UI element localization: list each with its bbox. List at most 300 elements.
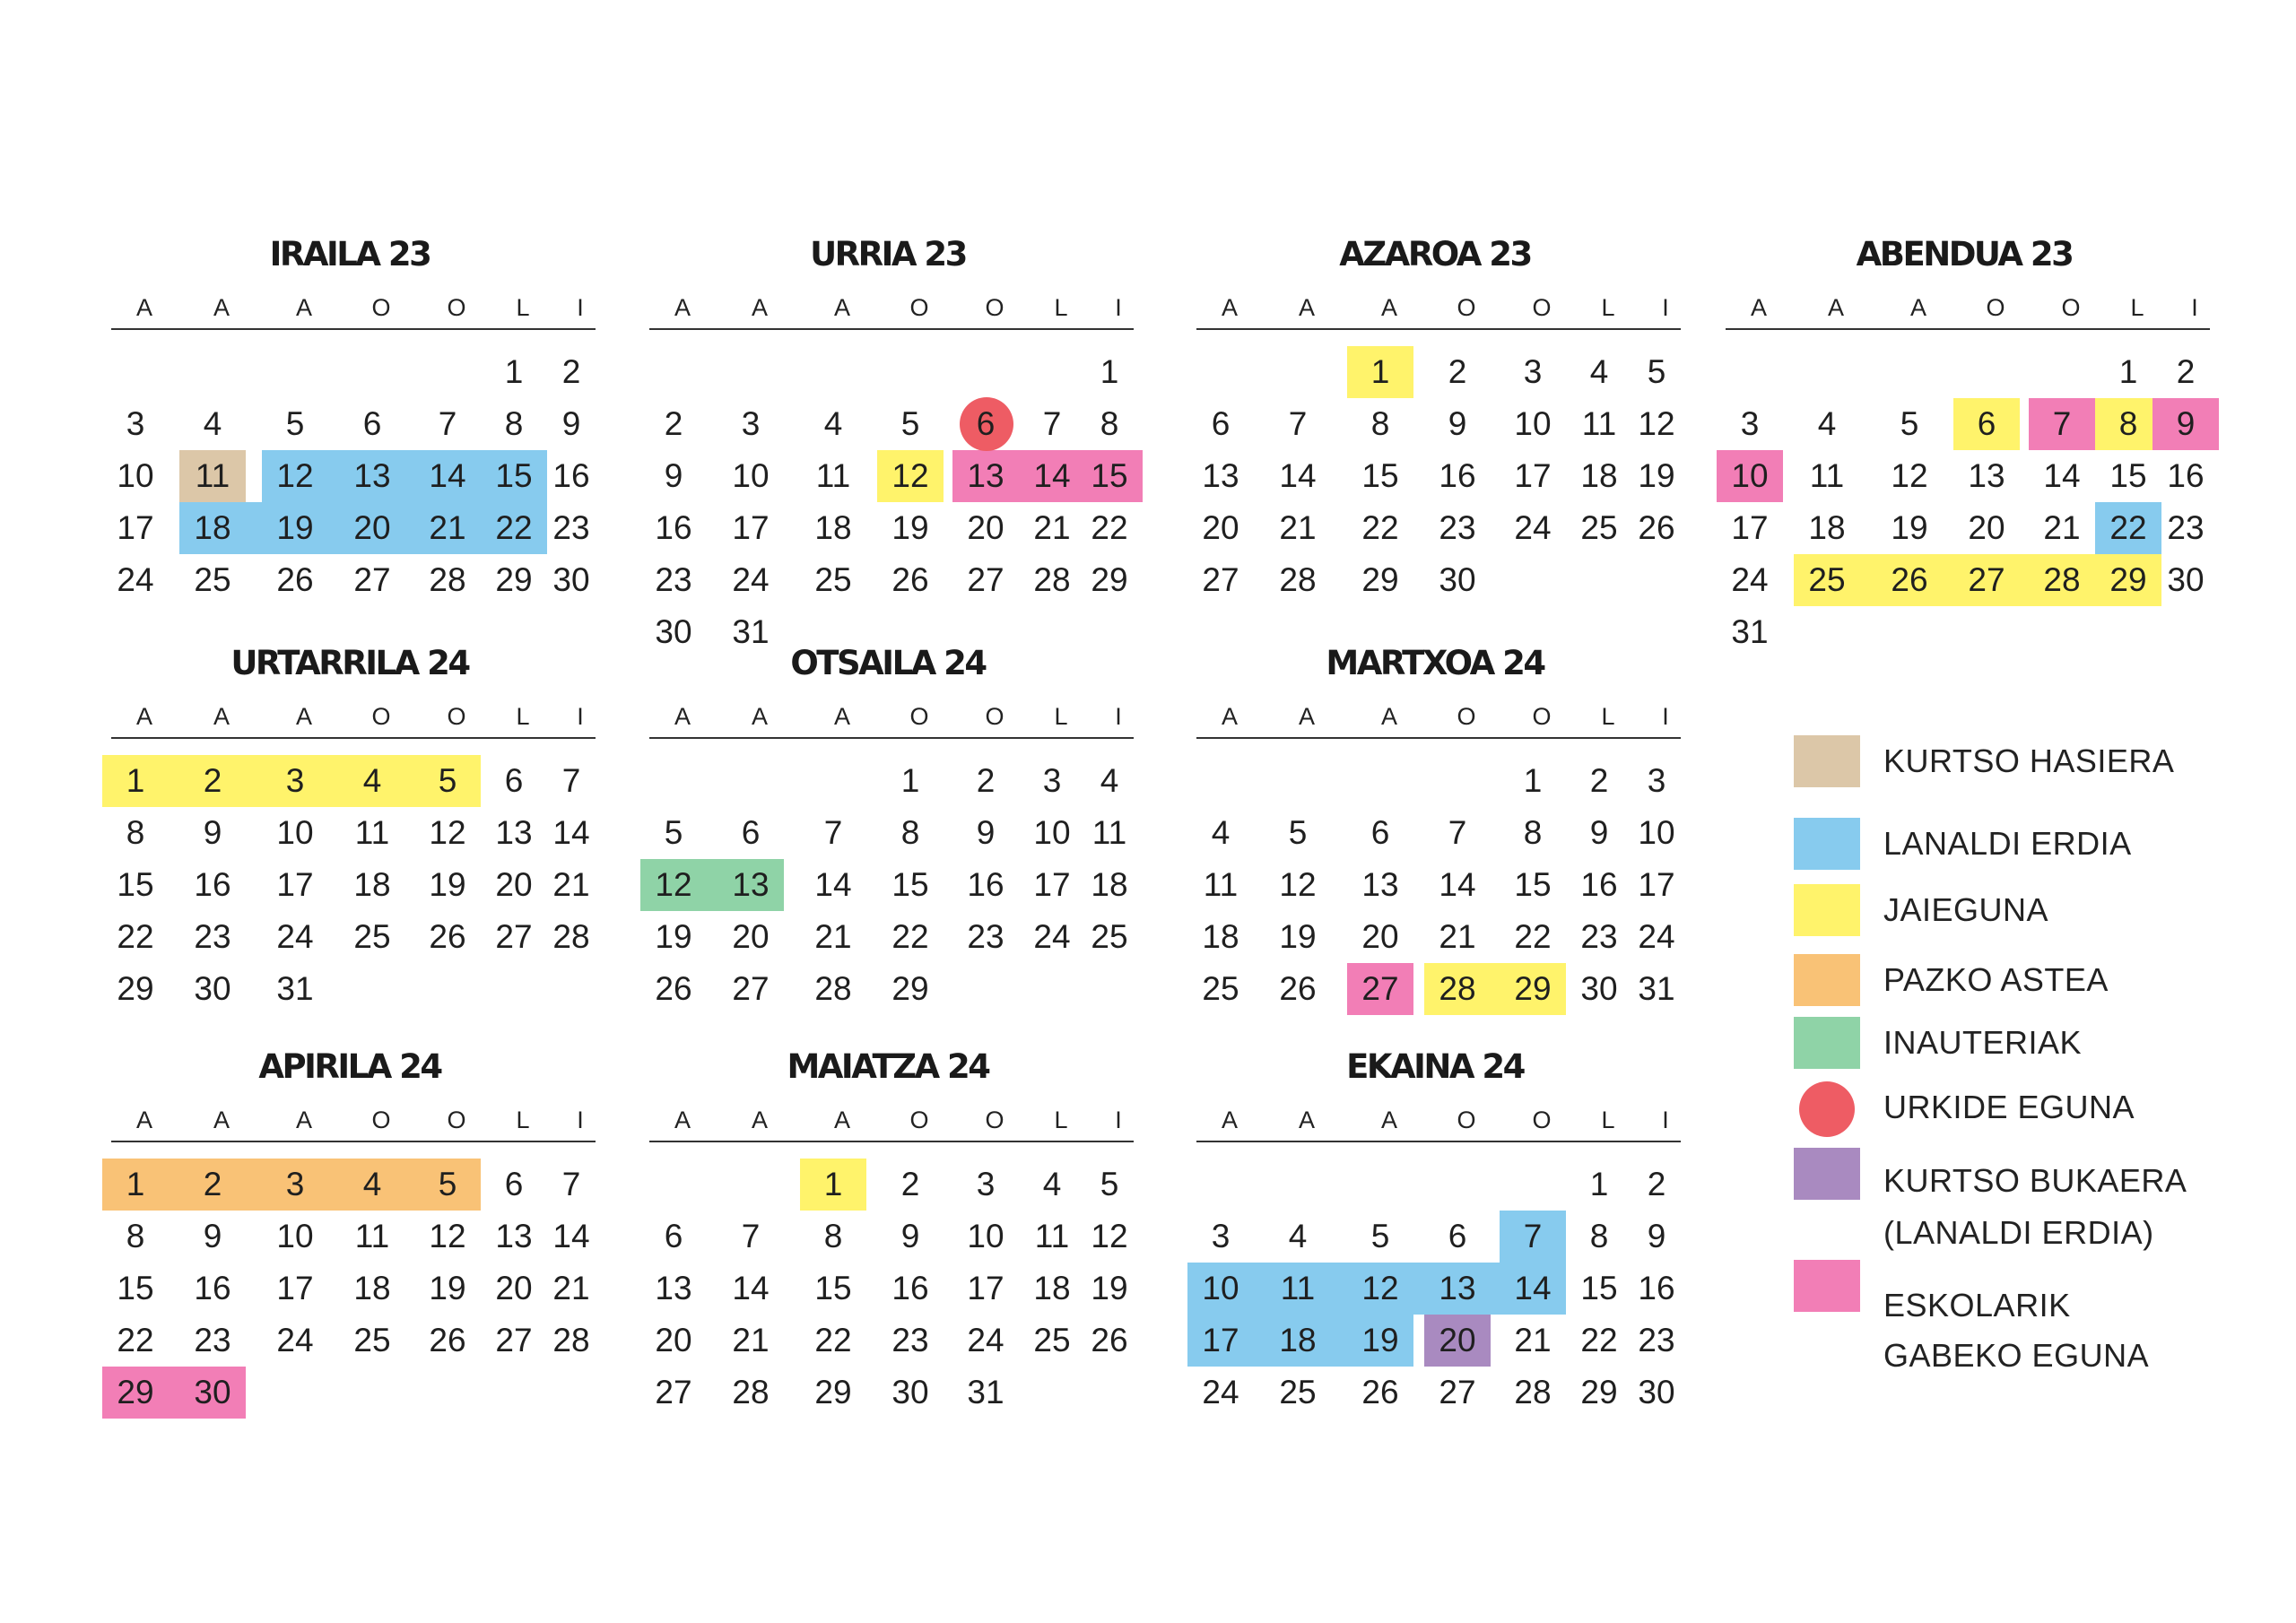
day-cell: 27 <box>1968 561 2005 598</box>
legend-label: JAIEGUNA <box>1883 891 2049 928</box>
weekday-label: O <box>447 294 466 321</box>
day-cell: 23 <box>1638 1322 1675 1358</box>
month-title: IRAILA 23 <box>269 235 430 273</box>
day-cell: 11 <box>195 457 230 494</box>
day-cell: 9 <box>1448 405 1467 442</box>
month-calendar <box>99 235 601 629</box>
legend-label: LANALDI ERDIA <box>1883 825 2132 862</box>
day-cell: 23 <box>194 1322 231 1358</box>
day-cell: 5 <box>1100 1166 1119 1202</box>
day-cell: 9 <box>203 814 222 851</box>
legend-label: KURTSO HASIERA <box>1883 742 2175 779</box>
weekday-label: A <box>295 703 312 730</box>
day-cell: 6 <box>664 1218 683 1254</box>
legend-swatch <box>1794 1260 1860 1312</box>
month-calendar <box>1184 1047 1686 1442</box>
weekday-label: L <box>516 1107 530 1133</box>
day-cell: 26 <box>1361 1374 1399 1410</box>
day-cell: 24 <box>1731 561 1769 598</box>
weekday-label: A <box>213 703 230 730</box>
day-cell: 15 <box>814 1270 852 1306</box>
month-calendar <box>637 1047 1139 1442</box>
month-calendar <box>637 644 1139 1038</box>
day-cell: 13 <box>967 457 1004 494</box>
day-cell: 3 <box>285 1166 305 1202</box>
day-cell: 7 <box>561 1166 581 1202</box>
month-calendar <box>1713 235 2215 650</box>
day-cell: 5 <box>285 405 305 442</box>
day-cell: 7 <box>823 814 843 851</box>
day-cell: 30 <box>1638 1374 1675 1410</box>
day-cell: 6 <box>741 814 761 851</box>
day-cell: 20 <box>353 509 391 546</box>
day-cell: 12 <box>429 814 466 851</box>
day-cell: 11 <box>815 457 851 494</box>
day-cell: 30 <box>552 561 590 598</box>
day-cell: 26 <box>429 918 466 955</box>
weekday-label: A <box>295 1107 312 1133</box>
day-cell: 18 <box>1033 1270 1071 1306</box>
day-cell: 26 <box>655 970 692 1007</box>
day-cell: 22 <box>2109 509 2147 546</box>
weekday-label: O <box>909 294 929 321</box>
weekday-divider <box>111 328 596 330</box>
day-cell: 17 <box>276 1270 314 1306</box>
day-cell: 23 <box>2167 509 2205 546</box>
day-cell: 29 <box>1580 1374 1618 1410</box>
legend-swatch <box>1794 1148 1860 1200</box>
weekday-label: A <box>213 1107 230 1133</box>
day-cell: 28 <box>1439 970 1476 1007</box>
weekday-header <box>1184 1107 1686 1135</box>
day-cell: 29 <box>2109 561 2147 598</box>
day-cell: 21 <box>1514 1322 1552 1358</box>
day-cell: 25 <box>1202 970 1239 1007</box>
day-cell: 11 <box>354 814 390 851</box>
legend-swatch <box>1794 884 1860 936</box>
day-cell: 10 <box>276 1218 314 1254</box>
day-cell: 8 <box>823 1218 843 1254</box>
day-cell: 19 <box>1091 1270 1128 1306</box>
day-cell: 14 <box>732 1270 770 1306</box>
day-cell: 1 <box>504 353 524 390</box>
day-cell: 24 <box>276 1322 314 1358</box>
weekday-label: O <box>371 1107 391 1133</box>
day-cell: 20 <box>1361 918 1399 955</box>
weekday-label: A <box>1298 703 1315 730</box>
day-cell: 2 <box>1647 1166 1666 1202</box>
weekday-label: A <box>1380 1107 1397 1133</box>
day-cell: 28 <box>1514 1374 1552 1410</box>
day-cell: 24 <box>1202 1374 1239 1410</box>
day-cell: 2 <box>900 1166 920 1202</box>
day-cell: 18 <box>1808 509 1846 546</box>
day-cell: 12 <box>655 866 692 903</box>
day-cell: 22 <box>1091 509 1128 546</box>
day-cell: 27 <box>1361 970 1399 1007</box>
day-cell: 26 <box>1279 970 1317 1007</box>
day-cell: 30 <box>891 1374 929 1410</box>
weekday-divider <box>1196 1141 1681 1142</box>
day-cell: 5 <box>1288 814 1308 851</box>
day-cell: 29 <box>117 970 154 1007</box>
weekday-label: L <box>1054 703 1068 730</box>
weekday-label: A <box>833 294 850 321</box>
day-cell: 29 <box>1091 561 1128 598</box>
day-cell: 14 <box>429 457 466 494</box>
weekday-header <box>99 1107 601 1135</box>
day-cell: 5 <box>664 814 683 851</box>
day-cell: 3 <box>741 405 761 442</box>
day-cell: 20 <box>495 866 533 903</box>
day-cell: 27 <box>495 1322 533 1358</box>
weekday-label: O <box>985 1107 1004 1133</box>
legend-swatch <box>1794 735 1860 787</box>
weekday-label: O <box>447 1107 466 1133</box>
weekday-label: O <box>985 703 1004 730</box>
month-title: ABENDUA 23 <box>1856 235 2073 273</box>
day-cell: 8 <box>1589 1218 1609 1254</box>
day-cell: 13 <box>353 457 391 494</box>
day-cell: 1 <box>1100 353 1119 390</box>
day-cell: 20 <box>732 918 770 955</box>
weekday-label: I <box>1662 294 1669 321</box>
day-cell: 24 <box>1638 918 1675 955</box>
day-cell: 2 <box>2176 353 2196 390</box>
day-cell: 18 <box>1202 918 1239 955</box>
day-cell: 20 <box>495 1270 533 1306</box>
day-cell: 2 <box>1448 353 1467 390</box>
day-cell: 3 <box>1042 762 1062 799</box>
day-cell: 21 <box>814 918 852 955</box>
legend-label: GABEKO EGUNA <box>1883 1337 2150 1374</box>
day-cell: 27 <box>353 561 391 598</box>
day-cell: 17 <box>276 866 314 903</box>
day-cell: 24 <box>1033 918 1071 955</box>
day-cell: 1 <box>126 762 145 799</box>
day-cell: 23 <box>655 561 692 598</box>
day-cell: 17 <box>1731 509 1769 546</box>
day-cell: 10 <box>1638 814 1675 851</box>
weekday-label: A <box>833 1107 850 1133</box>
day-cell: 6 <box>1977 405 1996 442</box>
day-cell: 5 <box>438 1166 457 1202</box>
day-cell: 14 <box>1514 1270 1552 1306</box>
day-cell: 15 <box>1580 1270 1618 1306</box>
day-cell: 8 <box>1523 814 1543 851</box>
weekday-label: A <box>295 294 312 321</box>
day-cell: 21 <box>1439 918 1476 955</box>
month-title: AZAROA 23 <box>1339 235 1531 273</box>
day-cell: 28 <box>732 1374 770 1410</box>
day-cell: 3 <box>976 1166 996 1202</box>
weekday-label: A <box>1221 1107 1238 1133</box>
month-title: EKAINA 24 <box>1346 1047 1524 1086</box>
day-cell: 25 <box>1808 561 1846 598</box>
weekday-label: O <box>2061 294 2081 321</box>
day-cell: 19 <box>276 509 314 546</box>
day-cell: 31 <box>732 613 770 650</box>
day-cell: 28 <box>429 561 466 598</box>
day-cell: 1 <box>2118 353 2138 390</box>
weekday-label: O <box>447 703 466 730</box>
weekday-label: L <box>1054 1107 1068 1133</box>
day-cell: 24 <box>276 918 314 955</box>
day-cell: 1 <box>1370 353 1390 390</box>
legend-label: ESKOLARIK <box>1883 1287 2071 1324</box>
day-cell: 29 <box>495 561 533 598</box>
day-cell: 4 <box>362 762 382 799</box>
day-cell: 18 <box>1279 1322 1317 1358</box>
day-cell: 24 <box>117 561 154 598</box>
weekday-label: A <box>674 294 691 321</box>
legend-swatch <box>1794 818 1860 870</box>
day-cell: 19 <box>1891 509 1928 546</box>
day-cell: 9 <box>900 1218 920 1254</box>
day-cell: 16 <box>194 1270 231 1306</box>
day-cell: 16 <box>891 1270 929 1306</box>
day-cell: 18 <box>1580 457 1618 494</box>
month-calendar <box>637 235 1139 650</box>
day-cell: 17 <box>1033 866 1071 903</box>
day-cell: 7 <box>741 1218 761 1254</box>
day-cell: 23 <box>194 918 231 955</box>
day-cell: 9 <box>1589 814 1609 851</box>
day-cell: 20 <box>967 509 1004 546</box>
day-cell: 9 <box>561 405 581 442</box>
month-title: URRIA 23 <box>810 235 966 273</box>
day-cell: 22 <box>117 1322 154 1358</box>
day-cell: 13 <box>732 866 770 903</box>
day-cell: 12 <box>1361 1270 1399 1306</box>
weekday-label: I <box>1115 1107 1122 1133</box>
day-cell: 27 <box>495 918 533 955</box>
day-cell: 6 <box>1448 1218 1467 1254</box>
day-cell: 24 <box>732 561 770 598</box>
day-cell: 7 <box>438 405 457 442</box>
month-title: OTSAILA 24 <box>790 644 986 682</box>
day-cell: 18 <box>353 1270 391 1306</box>
day-cell: 4 <box>203 405 222 442</box>
day-cell: 31 <box>967 1374 1004 1410</box>
day-cell: 16 <box>552 457 590 494</box>
day-cell: 4 <box>1589 353 1609 390</box>
day-cell: 6 <box>1370 814 1390 851</box>
day-cell: 14 <box>1279 457 1317 494</box>
weekday-header <box>99 703 601 732</box>
day-cell: 13 <box>495 1218 533 1254</box>
day-cell: 31 <box>276 970 314 1007</box>
day-cell: 14 <box>552 814 590 851</box>
day-cell: 28 <box>814 970 852 1007</box>
day-cell: 12 <box>276 457 314 494</box>
weekday-header <box>1713 294 2215 323</box>
weekday-label: A <box>213 294 230 321</box>
day-cell: 1 <box>1589 1166 1609 1202</box>
weekday-label: I <box>577 703 584 730</box>
day-cell: 3 <box>126 405 145 442</box>
day-cell: 15 <box>495 457 533 494</box>
day-cell: 2 <box>1589 762 1609 799</box>
day-cell: 23 <box>1580 918 1618 955</box>
weekday-label: O <box>371 703 391 730</box>
weekday-label: A <box>1380 703 1397 730</box>
day-cell: 2 <box>976 762 996 799</box>
legend <box>1794 735 2260 1399</box>
day-cell: 28 <box>1279 561 1317 598</box>
day-cell: 22 <box>1580 1322 1618 1358</box>
day-cell: 29 <box>1514 970 1552 1007</box>
day-cell: 20 <box>1439 1322 1476 1358</box>
day-cell: 15 <box>1091 457 1128 494</box>
day-cell: 27 <box>967 561 1004 598</box>
month-calendar <box>99 644 601 1038</box>
day-cell: 4 <box>1211 814 1231 851</box>
day-cell: 30 <box>194 1374 231 1410</box>
day-cell: 11 <box>1809 457 1845 494</box>
day-cell: 30 <box>2167 561 2205 598</box>
day-cell: 26 <box>1091 1322 1128 1358</box>
day-cell: 27 <box>732 970 770 1007</box>
weekday-label: O <box>1457 703 1476 730</box>
weekday-label: O <box>1986 294 2005 321</box>
day-cell: 31 <box>1731 613 1769 650</box>
day-cell: 25 <box>1580 509 1618 546</box>
day-cell: 30 <box>1580 970 1618 1007</box>
day-cell: 13 <box>655 1270 692 1306</box>
month-calendar <box>99 1047 601 1442</box>
day-cell: 12 <box>1638 405 1675 442</box>
weekday-label: O <box>909 1107 929 1133</box>
day-cell: 3 <box>1740 405 1760 442</box>
day-cell: 11 <box>1034 1218 1070 1254</box>
legend-swatch <box>1794 1017 1860 1069</box>
day-cell: 15 <box>1514 866 1552 903</box>
day-cell: 5 <box>1370 1218 1390 1254</box>
day-cell: 1 <box>1523 762 1543 799</box>
day-cell: 25 <box>814 561 852 598</box>
day-cell: 12 <box>1279 866 1317 903</box>
weekday-label: A <box>751 294 768 321</box>
day-cell: 21 <box>552 1270 590 1306</box>
day-cell: 10 <box>1731 457 1769 494</box>
day-cell: 8 <box>2118 405 2138 442</box>
day-cell: 6 <box>504 762 524 799</box>
day-cell: 17 <box>1202 1322 1239 1358</box>
day-cell: 15 <box>891 866 929 903</box>
day-cell: 3 <box>1523 353 1543 390</box>
weekday-label: O <box>371 294 391 321</box>
weekday-header <box>637 294 1139 323</box>
day-cell: 10 <box>1202 1270 1239 1306</box>
weekday-label: O <box>909 703 929 730</box>
weekday-label: A <box>135 703 152 730</box>
weekday-label: I <box>1115 703 1122 730</box>
day-cell: 30 <box>1439 561 1476 598</box>
day-cell: 9 <box>2176 405 2196 442</box>
day-cell: 23 <box>552 509 590 546</box>
weekday-label: A <box>674 1107 691 1133</box>
day-cell: 9 <box>1647 1218 1666 1254</box>
weekday-label: A <box>1909 294 1926 321</box>
weekday-label: O <box>1532 703 1552 730</box>
weekday-label: L <box>2130 294 2144 321</box>
day-cell: 22 <box>814 1322 852 1358</box>
day-cell: 16 <box>194 866 231 903</box>
day-cell: 25 <box>353 918 391 955</box>
weekday-label: L <box>1601 703 1615 730</box>
day-cell: 10 <box>967 1218 1004 1254</box>
legend-label: (LANALDI ERDIA) <box>1883 1214 2154 1251</box>
day-cell: 19 <box>891 509 929 546</box>
day-cell: 31 <box>1638 970 1675 1007</box>
day-cell: 15 <box>1361 457 1399 494</box>
day-cell: 14 <box>552 1218 590 1254</box>
day-cell: 19 <box>429 866 466 903</box>
day-cell: 25 <box>1033 1322 1071 1358</box>
day-cell: 10 <box>732 457 770 494</box>
weekday-header <box>1184 294 1686 323</box>
day-cell: 27 <box>1439 1374 1476 1410</box>
day-cell: 9 <box>664 457 683 494</box>
day-cell: 30 <box>655 613 692 650</box>
day-cell: 24 <box>1514 509 1552 546</box>
day-cell: 13 <box>495 814 533 851</box>
day-cell: 19 <box>1361 1322 1399 1358</box>
day-cell: 22 <box>1514 918 1552 955</box>
day-cell: 22 <box>117 918 154 955</box>
day-cell: 11 <box>1203 866 1239 903</box>
day-cell: 6 <box>504 1166 524 1202</box>
day-cell: 28 <box>552 918 590 955</box>
weekday-label: O <box>985 294 1004 321</box>
day-cell: 19 <box>655 918 692 955</box>
month-title: MARTXOA 24 <box>1326 644 1544 682</box>
day-cell: 18 <box>814 509 852 546</box>
day-cell: 17 <box>117 509 154 546</box>
day-cell: 2 <box>664 405 683 442</box>
day-cell: 25 <box>1279 1374 1317 1410</box>
day-cell: 18 <box>353 866 391 903</box>
weekday-label: A <box>751 1107 768 1133</box>
day-cell: 15 <box>117 866 154 903</box>
day-cell: 4 <box>1288 1218 1308 1254</box>
day-cell: 11 <box>1581 405 1617 442</box>
day-cell: 9 <box>203 1218 222 1254</box>
day-cell: 23 <box>891 1322 929 1358</box>
day-cell: 20 <box>1968 509 2005 546</box>
weekday-label: A <box>1380 294 1397 321</box>
legend-label: URKIDE EGUNA <box>1883 1089 2135 1125</box>
weekday-label: A <box>1221 703 1238 730</box>
day-cell: 21 <box>2043 509 2081 546</box>
weekday-label: I <box>2191 294 2198 321</box>
day-cell: 8 <box>1370 405 1390 442</box>
day-cell: 28 <box>552 1322 590 1358</box>
weekday-label: A <box>751 703 768 730</box>
weekday-label: I <box>1662 1107 1669 1133</box>
month-title: URTARRILA 24 <box>230 644 469 682</box>
day-cell: 22 <box>495 509 533 546</box>
day-cell: 9 <box>976 814 996 851</box>
day-cell: 16 <box>1638 1270 1675 1306</box>
day-cell: 17 <box>967 1270 1004 1306</box>
day-cell: 16 <box>2167 457 2205 494</box>
day-cell: 7 <box>1523 1218 1543 1254</box>
day-cell: 20 <box>655 1322 692 1358</box>
day-cell: 14 <box>814 866 852 903</box>
day-cell: 4 <box>362 1166 382 1202</box>
